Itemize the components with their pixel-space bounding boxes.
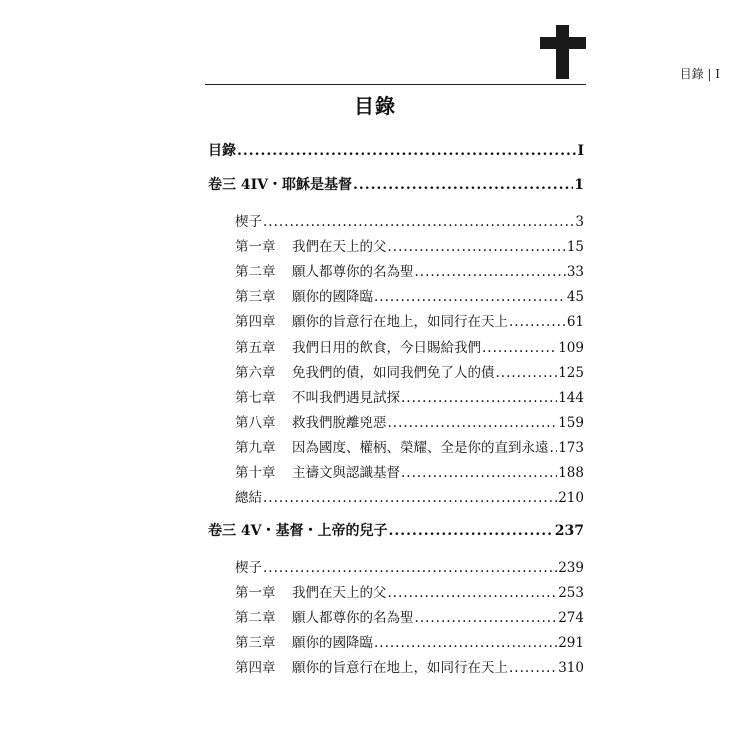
toc-chapter-row[interactable] (235, 285, 584, 307)
toc-entry-title (235, 361, 495, 381)
dot-leader (388, 585, 558, 601)
toc-chapter-row[interactable] (235, 310, 584, 332)
toc-entry-title (235, 260, 414, 280)
page-number: 310 (558, 660, 584, 676)
entry-label: 救我們脫離兇惡 (292, 415, 387, 431)
entry-label: 願你的旨意行在地上，如同行在天上 (292, 314, 508, 330)
page-number: I (577, 143, 584, 159)
page-number: 125 (558, 365, 584, 381)
toc-chapter-row[interactable] (235, 606, 584, 628)
page-number: 33 (566, 264, 584, 280)
toc-chapter-row[interactable] (235, 361, 584, 383)
toc-section-row[interactable] (208, 140, 584, 162)
dot-leader (415, 264, 566, 280)
toc-chapter-row[interactable] (235, 386, 584, 408)
toc-chapter-row[interactable] (235, 436, 584, 458)
chapter-number: 第八章 (235, 415, 276, 431)
page-number: 237 (554, 523, 584, 539)
dot-leader (482, 340, 557, 356)
toc-entry-title (208, 174, 352, 194)
header-rule (205, 82, 586, 85)
toc-entry-title (208, 140, 236, 160)
dot-leader (353, 177, 573, 193)
toc-entry-title (235, 235, 387, 255)
dot-leader (237, 143, 576, 159)
entry-label: 我們在天上的父 (292, 585, 387, 601)
entry-label: 不叫我們遇見試探 (292, 390, 400, 406)
toc-entry-title (235, 210, 262, 230)
toc-chapter-row[interactable] (235, 235, 584, 257)
dot-leader (401, 390, 557, 406)
page-number: 274 (558, 610, 584, 626)
toc-entry-title (235, 581, 387, 601)
cross-vertical-bar (556, 25, 569, 79)
entry-label: 我們日用的飲食，今日賜給我們 (292, 340, 481, 356)
toc-entry-title (235, 411, 387, 431)
page-number: 253 (558, 585, 584, 601)
page-number: 291 (558, 635, 584, 651)
toc-chapter-row[interactable] (235, 556, 584, 578)
chapter-number: 第三章 (235, 635, 276, 651)
toc-entry-title (235, 486, 262, 506)
dot-leader (401, 465, 557, 481)
chapter-number: 第一章 (235, 585, 276, 601)
entry-label: 願你的國降臨 (292, 635, 373, 651)
toc-entry-title (235, 336, 481, 356)
toc-entry-title (235, 631, 373, 651)
toc-chapter-row[interactable] (235, 260, 584, 282)
entry-label: 願你的國降臨 (292, 289, 373, 305)
chapter-number: 第二章 (235, 610, 276, 626)
dot-leader (374, 289, 566, 305)
dot-leader (509, 314, 566, 330)
chapter-number: 第十章 (235, 465, 276, 481)
page-number: 45 (566, 289, 584, 305)
toc-entry-title (235, 461, 400, 481)
toc-entry-title (235, 310, 508, 330)
toc-entry-title (208, 520, 387, 540)
entry-label: 我們在天上的父 (292, 239, 387, 255)
chapter-number: 第四章 (235, 314, 276, 330)
toc-entry-title (235, 556, 262, 576)
toc-section-row[interactable] (208, 174, 584, 196)
dot-leader (263, 214, 574, 230)
toc-section-row[interactable] (208, 520, 584, 542)
cross-horizontal-bar (540, 37, 586, 49)
page-number: 15 (566, 239, 584, 255)
toc-chapter-row[interactable] (235, 336, 584, 358)
chapter-number: 第九章 (235, 440, 276, 456)
chapter-number: 第五章 (235, 340, 276, 356)
dot-leader (550, 440, 558, 456)
chapter-number: 第一章 (235, 239, 276, 255)
page-number: 210 (558, 490, 584, 506)
dot-leader (509, 660, 557, 676)
page-number: 61 (566, 314, 584, 330)
chapter-number: 第六章 (235, 365, 276, 381)
entry-label: 楔子 (235, 560, 262, 576)
dot-leader (388, 415, 558, 431)
entry-label: 願人都尊你的名為聖 (292, 610, 414, 626)
dot-leader (496, 365, 558, 381)
page-number: 109 (558, 340, 584, 356)
toc-entry-title (235, 285, 373, 305)
entry-label: 因為國度、權柄、榮耀、全是你的直到永遠 (292, 440, 549, 456)
page-title: 目錄 (354, 94, 396, 118)
toc-entry-title (235, 656, 508, 676)
cross-icon (540, 25, 586, 79)
page-number: 159 (558, 415, 584, 431)
page-number: 239 (558, 560, 584, 576)
page-number: 1 (574, 177, 584, 193)
entry-label: 願你的旨意行在地上，如同行在天上 (292, 660, 508, 676)
dot-leader (415, 610, 558, 626)
entry-label: 卷三 4V・基督・上帝的兒子 (208, 523, 388, 539)
toc-chapter-row[interactable] (235, 486, 584, 508)
toc-entry-title (235, 436, 549, 456)
chapter-number: 第二章 (235, 264, 276, 280)
dot-leader (388, 523, 553, 539)
chapter-number: 第三章 (235, 289, 276, 305)
page-number: 3 (575, 214, 584, 230)
toc-chapter-row[interactable] (235, 656, 584, 678)
dot-leader (388, 239, 566, 255)
toc-chapter-row[interactable] (235, 631, 584, 653)
toc-chapter-row[interactable] (235, 461, 584, 483)
chapter-number: 第四章 (235, 660, 276, 676)
entry-label: 楔子 (235, 214, 262, 230)
page-number: 188 (558, 465, 584, 481)
toc-entry-title (235, 386, 400, 406)
entry-label: 願人都尊你的名為聖 (292, 264, 414, 280)
toc-chapter-row[interactable] (235, 210, 584, 232)
toc-chapter-row[interactable] (235, 581, 584, 603)
entry-label: 卷三 4IV・耶穌是基督 (208, 177, 353, 193)
dot-leader (263, 490, 557, 506)
running-head: 目錄 | I (679, 67, 720, 81)
entry-label: 目錄 (208, 143, 236, 159)
dot-leader (263, 560, 557, 576)
toc-entry-title (235, 606, 414, 626)
page-number: 173 (558, 440, 584, 456)
entry-label: 主禱文與認識基督 (292, 465, 400, 481)
toc-chapter-row[interactable] (235, 411, 584, 433)
dot-leader (374, 635, 557, 651)
entry-label: 總結 (235, 490, 262, 506)
page-number: 144 (558, 390, 584, 406)
entry-label: 免我們的債，如同我們免了人的債 (292, 365, 495, 381)
chapter-number: 第七章 (235, 390, 276, 406)
